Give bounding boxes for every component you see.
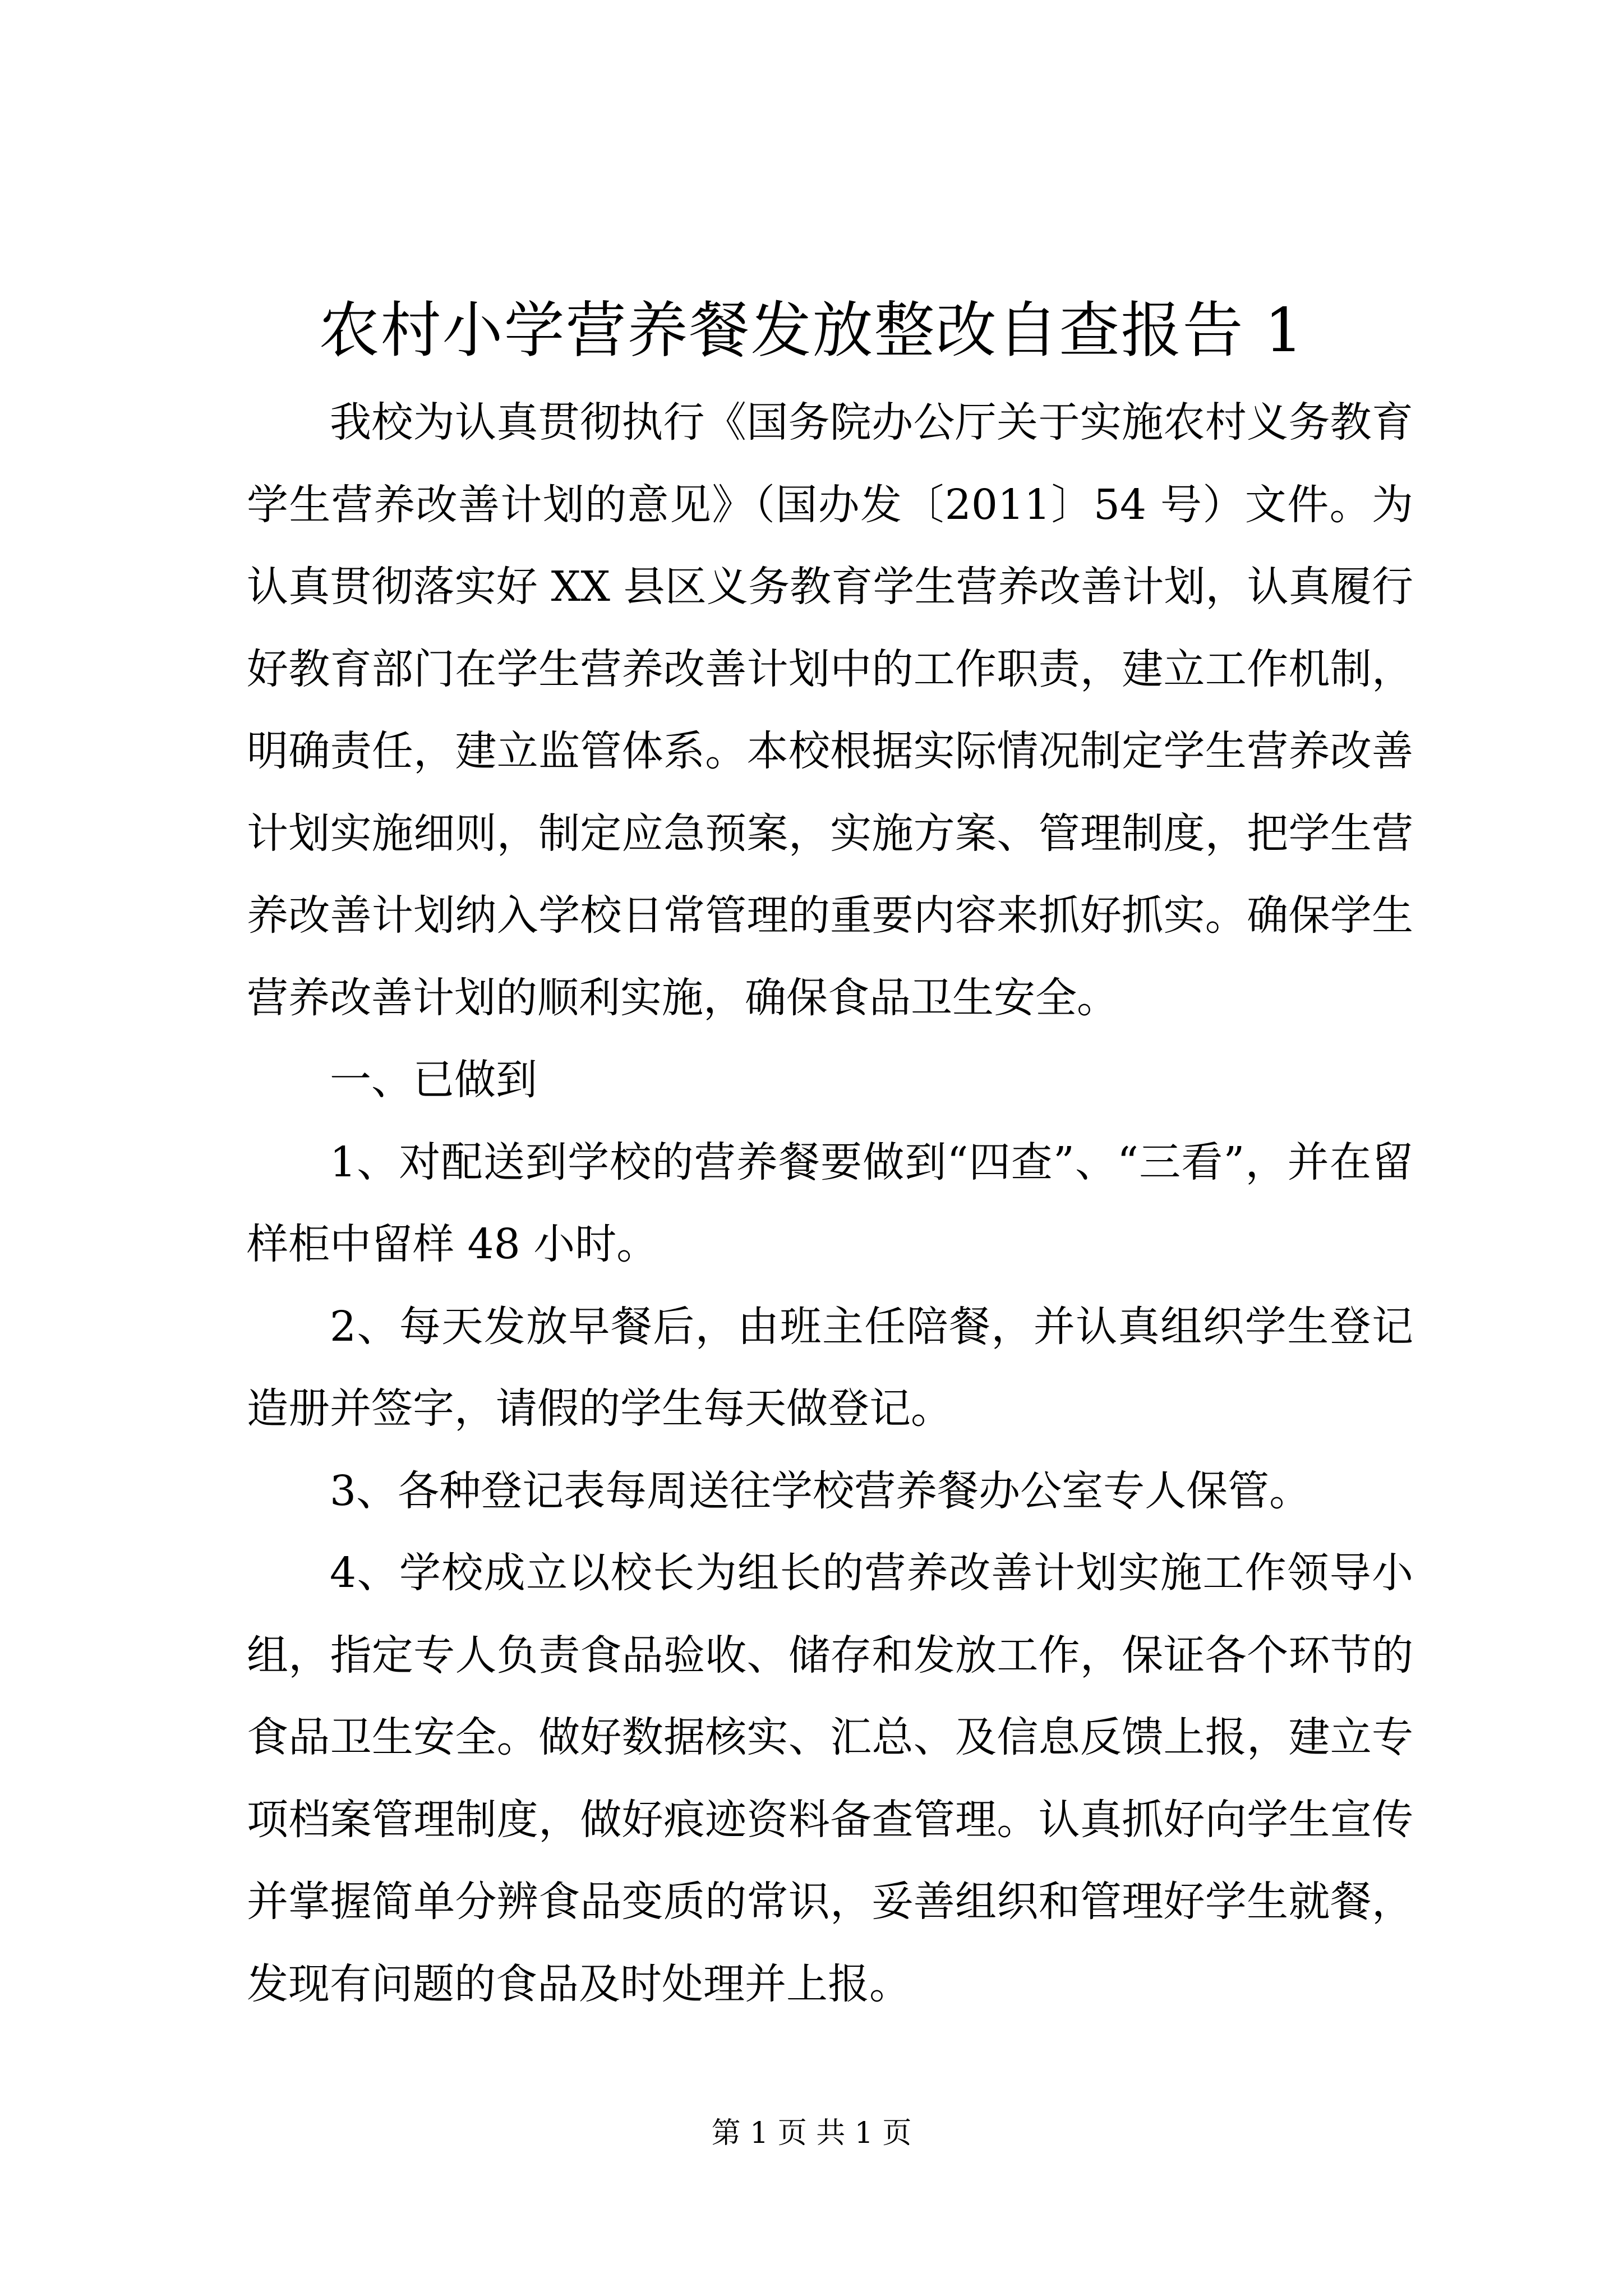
list-item-1: 1、对配送到学校的营养餐要做到“四查”、“三看”，并在留样柜中留样 48 小时。	[247, 1138, 1413, 1268]
document-title: 农村小学营养餐发放整改自查报告 1	[319, 296, 1304, 366]
section-heading-done: 一、已做到	[330, 1056, 537, 1104]
list-item-3: 3、各种登记表每周送往学校营养餐办公室专人保管。	[330, 1466, 1311, 1515]
document-body	[247, 381, 1413, 2025]
list-item-2: 2、每天发放早餐后，由班主任陪餐，并认真组织学生登记造册并签字，请假的学生每天做登记。	[247, 1302, 1413, 1433]
page-footer: 第 1 页 共 1 页	[711, 2116, 912, 2150]
paragraph-intro: 我校为认真贯彻执行《国务院办公厅关于实施农村义务教育学生营养改善计划的意见》（国办发〔2011〕54 号）文件。为认真贯彻落实好 XX 县区义务教育学生营养改善计划，认真履行好教育部门在学生营养改善计划中的工作职责，建立工作机制，明确责任，建立监管体系。本校根据实际情况制定学生营养改善计划实施细则，制定应急预案，实施方案、管理制度，把学生营养改善计划纳入学校日常管理的重要内容来抓好抓实。确保学生营养改善计划的顺利实施，确保食品卫生安全。	[247, 398, 1413, 1022]
list-item-4: 4、学校成立以校长为组长的营养改善计划实施工作领导小组，指定专人负责食品验收、储存和发放工作，保证各个环节的食品卫生安全。做好数据核实、汇总、及信息反馈上报，建立专项档案管理制度，做好痕迹资料备查管理。认真抓好向学生宣传并掌握简单分辨食品变质的常识，妥善组织和管理好学生就餐，发现有问题的食品及时处理并上报。	[247, 1549, 1413, 2008]
